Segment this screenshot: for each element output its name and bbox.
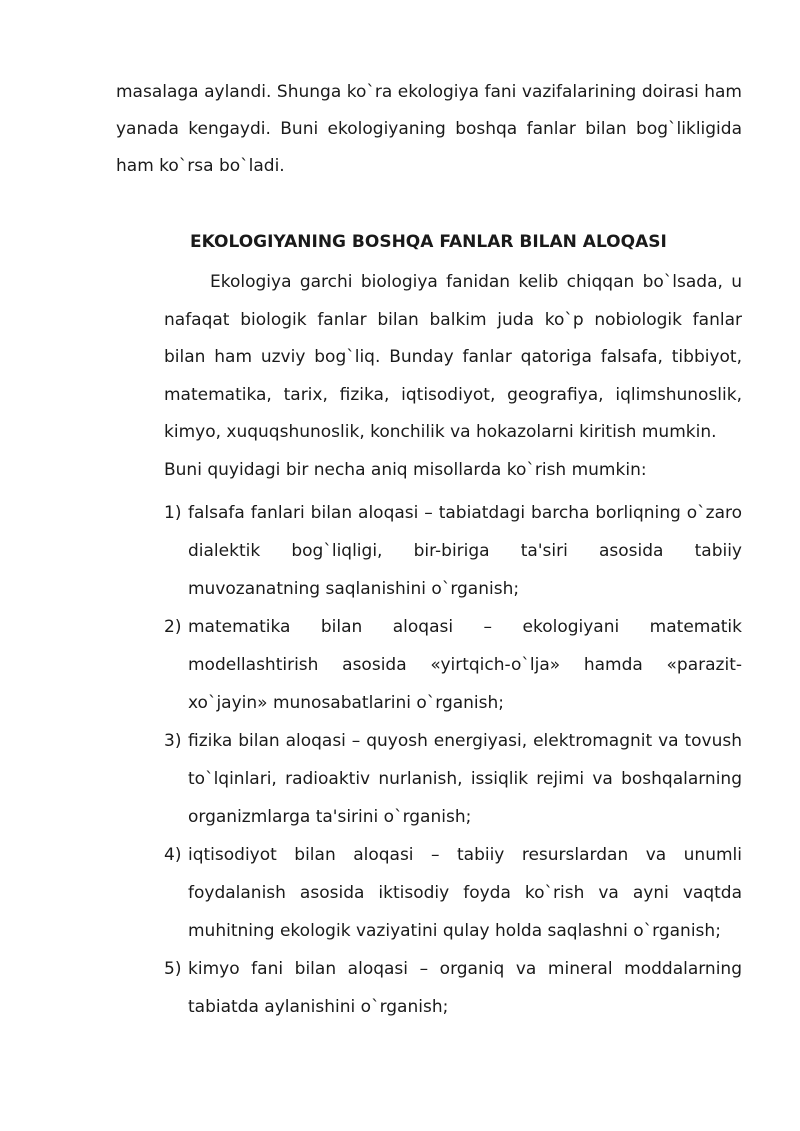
list-item-text: fizika bilan aloqasi – quyosh energiyasi, elektromagnit va tovush to`lqinlari, radioaktiv nurlanish, issiqlik rejimi va boshqalarning organizmlarga ta'sirini o`rganish; — [188, 731, 742, 827]
list-item-number: 3) — [164, 731, 182, 751]
paragraph-intro: Ekologiya garchi biologiya fanidan kelib chiqqan bo`lsada, u nafaqat biologik fanlar bilan balkim juda ko`p nobiologik fanlar bilan ham uzviy bog`liq. Bunday fanlar qatoriga falsafa, tibbiyot, matematika, tarix, fizika, iqtisodiyot, geografiya, iqlimshunoslik, kimyo, xuquqshunoslik, konchilik va hokazolarni kiritish mumkin. — [164, 272, 742, 442]
list-item — [164, 608, 742, 722]
section-heading: EKOLOGIYANING BOSHQA FANLAR BILAN ALOQASI — [190, 232, 667, 252]
paragraph-lead: Buni quyidagi bir necha aniq misollarda ko`rish mumkin: — [164, 460, 647, 480]
list-item — [164, 836, 742, 950]
list-item-text: iqtisodiyot bilan aloqasi – tabiiy resurslardan va unumli foydalanish asosida iktisodiy foyda ko`rish va ayni vaqtda muhitning ekologik vaziyatini qulay holda saqlashni o`rganish; — [188, 845, 742, 941]
list-item-number: 4) — [164, 845, 182, 865]
list-item-text: matematika bilan aloqasi – ekologiyani matematik modellashtirish asosida «yirtqich-o`lja» hamda «parazit-xo`jayin» munosabatlarini o`rganish; — [188, 617, 742, 713]
list-item-number: 2) — [164, 617, 182, 637]
list-item — [164, 950, 742, 1026]
list-item — [164, 722, 742, 836]
list-item-number: 5) — [164, 959, 182, 979]
list-item-text: falsafa fanlari bilan aloqasi – tabiatdagi barcha borliqning o`zaro dialektik bog`liqligi, bir-biriga ta'siri asosida tabiiy muvozanatning saqlanishini o`rganish; — [188, 503, 742, 599]
list-item — [164, 494, 742, 608]
paragraph-continuation: masalaga aylandi. Shunga ko`ra ekologiya fani vazifalarining doirasi ham yanada kengaydi. Buni ekologiyaning boshqa fanlar bilan bog`likligida ham ko`rsa bo`ladi. — [116, 82, 742, 176]
list-item-text: kimyo fani bilan aloqasi – organiq va mineral moddalarning tabiatda aylanishini o`rganish; — [188, 959, 742, 1017]
numbered-list — [164, 494, 742, 1026]
list-item-number: 1) — [164, 503, 182, 523]
